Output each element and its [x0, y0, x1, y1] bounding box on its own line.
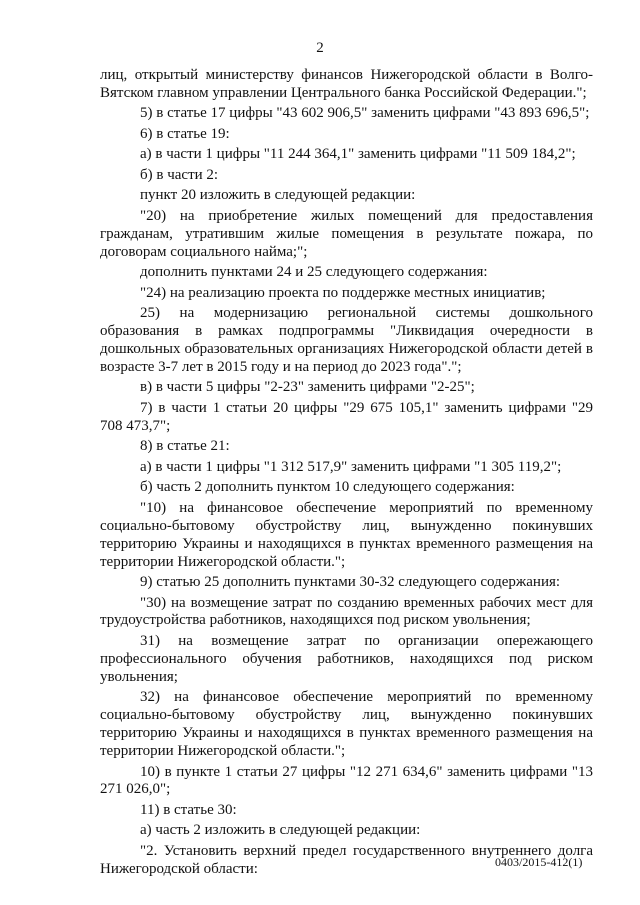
paragraph: б) часть 2 дополнить пунктом 10 следующего содержания: [140, 479, 515, 496]
page-number: 2 [316, 40, 324, 56]
paragraph: 10) в пункте 1 статьи 27 цифры "12 271 634,6" заменить цифрами "13 271 026,0"; [100, 763, 593, 798]
paragraph: 25) на модернизацию региональной системы дошкольного образования в рамках подпрограммы "Ликвидация очередности в дошкольных образовательных организациях Нижегородской области детей в возрасте 3-7 лет в 2015 году и на период до 2023 года"."; [100, 305, 593, 375]
paragraph: в) в части 5 цифры "2-23" заменить цифрами "2-25"; [140, 379, 475, 396]
document-body [100, 67, 593, 879]
paragraph: 32) на финансовое обеспечение мероприятий по временному социально-бытовому обустройству лиц, вынужденно покинувших территорию Украины и находящихся в пунктах временного размещения на территории Нижегородской области."; [100, 689, 593, 759]
paragraph: а) в части 1 цифры "1 312 517,9" заменить цифрами "1 305 119,2"; [140, 458, 562, 475]
paragraph: дополнить пунктами 24 и 25 следующего содержания: [140, 264, 488, 281]
paragraph: "20) на приобретение жилых помещений для предоставления гражданам, утратившим жилые помещения в результате пожара, по договорам социального найма;"; [100, 207, 593, 260]
paragraph: "24) на реализацию проекта по поддержке местных инициатив; [140, 284, 546, 301]
paragraph: "2. Установить верхний предел государственного внутреннего долга Нижегородской области: [100, 842, 593, 877]
document-code: 0403/2015-412(1) [495, 855, 583, 869]
paragraph: 7) в части 1 статьи 20 цифры "29 675 105,1" заменить цифрами "29 708 473,7"; [100, 399, 593, 434]
paragraph: 5) в статье 17 цифры "43 602 906,5" заменить цифрами "43 893 696,5"; [140, 105, 590, 122]
paragraph: 31) на возмещение затрат по организации опережающего профессионального обучения работников, находящихся под риском увольнения; [100, 632, 593, 685]
paragraph: пункт 20 изложить в следующей редакции: [140, 187, 416, 204]
paragraph: 9) статью 25 дополнить пунктами 30-32 следующего содержания: [140, 574, 561, 591]
paragraph: "10) на финансовое обеспечение мероприятий по временному социально-бытовому обустройству лиц, вынужденно покинувших территорию Украины и находящихся в пунктах временного размещения на территории Нижегородской области."; [100, 499, 593, 570]
paragraph: 8) в статье 21: [140, 438, 230, 455]
paragraph: 6) в статье 19: [140, 125, 230, 142]
paragraph: "30) на возмещение затрат по созданию временных рабочих мест для трудоустройства работников, находящихся под риском увольнения; [100, 594, 593, 629]
paragraph: лиц, открытый министерству финансов Нижегородской области в Волго-Вятском главном управлении Центрального банка Российской Федерации."; [100, 67, 593, 101]
paragraph: б) в части 2: [140, 166, 219, 183]
paragraph: 11) в статье 30: [140, 801, 237, 818]
paragraph: а) часть 2 изложить в следующей редакции: [140, 822, 421, 839]
paragraph: а) в части 1 цифры "11 244 364,1" заменить цифрами "11 509 184,2"; [140, 146, 576, 163]
